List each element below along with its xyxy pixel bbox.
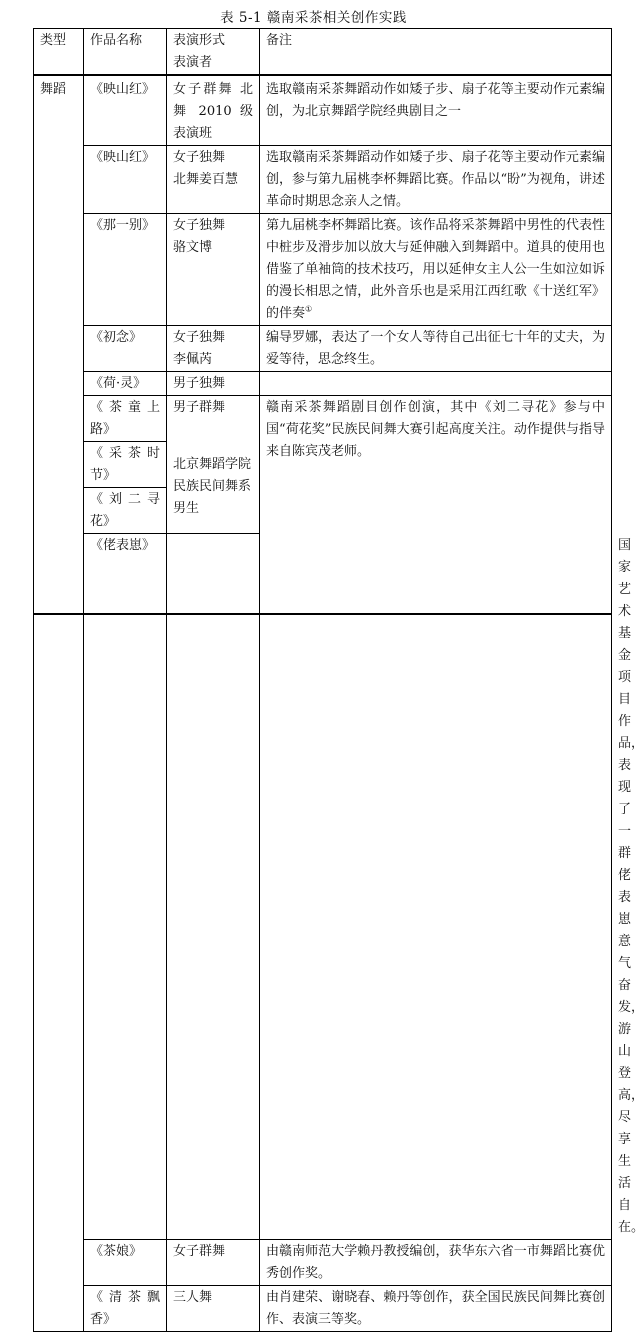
- notes-cell: 选取赣南采茶舞蹈动作如矮子步、扇子花等主要动作元素编创，为北京舞蹈学院经典剧目之一: [260, 75, 612, 146]
- work-name: 《清茶飘香》: [84, 1286, 167, 1332]
- table-row: [34, 1240, 612, 1286]
- performer-name: 骆文博: [173, 240, 213, 255]
- table-row: [34, 1286, 612, 1332]
- work-name: 《那一别》: [84, 214, 167, 326]
- table-row: [34, 214, 612, 326]
- work-name: 《茶童上路》: [84, 396, 167, 442]
- header-performer-name: 表演者: [173, 55, 213, 70]
- table-row: 《佬表崽》 国家艺术基金项目作品，表现了一群佬表崽意气奋发，游山登高，尽享生活自在。: [34, 534, 612, 1240]
- table-row: [34, 326, 612, 372]
- header-row: [34, 29, 612, 76]
- performer-cell: [167, 396, 260, 534]
- table-bottom-rule: [33, 613, 611, 615]
- table-title: 表 5-1 赣南采茶相关创作实践: [220, 10, 407, 26]
- work-name: 《刘二寻花》: [84, 488, 167, 534]
- notes-text: 第九届桃李杯舞蹈比赛。该作品将采茶舞蹈中男性的代表性中桩步及滑步加以放大与延伸融入到舞蹈中。道具的使用也借鉴了单袖筒的技术技巧，用以延伸女主人公一生如泣如诉的漫长相思之情，此外音乐也是采用江西红歌《十送红军》的伴奏: [266, 218, 605, 321]
- performer-cell: [167, 534, 260, 1240]
- notes-cell: 选取赣南采茶舞蹈动作如矮子步、扇子花等主要动作元素编创，参与第九届桃李杯舞蹈比赛。作品以“盼”为视角，讲述革命时期思念亲人之情。: [260, 146, 612, 214]
- work-name: 《映山红》: [84, 146, 167, 214]
- performer-name: 北舞姜百慧: [173, 172, 239, 187]
- performer-cell: [167, 146, 260, 214]
- performer-cell: 三人舞: [167, 1286, 260, 1332]
- category-cell: 舞蹈: [34, 75, 84, 1332]
- work-name: 《荷·灵》: [84, 372, 167, 396]
- performer-cell: 女子群舞 北舞 2010 级表演班: [167, 75, 260, 146]
- performer-name: 北京舞蹈学院民族民间舞系男生: [173, 457, 252, 516]
- header-performance-form: 表演形式: [173, 33, 226, 48]
- performer-cell: 男子独舞: [167, 372, 260, 396]
- work-name: 《采茶时节》: [84, 442, 167, 488]
- performance-form: 女子独舞: [173, 218, 226, 233]
- work-name: 《佬表崽》: [84, 534, 167, 1240]
- notes-cell: 由赣南师范大学赖丹教授编创，获华东六省一市舞蹈比赛优秀创作奖。: [260, 1240, 612, 1286]
- work-name: 《茶娘》: [84, 1240, 167, 1286]
- header-work-name: 作品名称: [84, 29, 167, 76]
- header-performer: [167, 29, 260, 76]
- work-name: 《映山红》: [84, 75, 167, 146]
- table-row: [34, 372, 612, 396]
- table-row: [34, 146, 612, 214]
- header-notes: 备注: [260, 29, 612, 76]
- performance-form: 男子群舞: [173, 400, 226, 415]
- notes-cell: [260, 372, 612, 396]
- notes-cell: 编导罗娜，表达了一个女人等待自己出征七十年的丈夫，为爱等待，思念终生。: [260, 326, 612, 372]
- table-row: [34, 75, 612, 146]
- table-row: [34, 396, 612, 442]
- performance-form: 女子独舞: [173, 330, 226, 345]
- notes-cell: [260, 214, 612, 326]
- performer-cell: [167, 326, 260, 372]
- performer-cell: [167, 214, 260, 326]
- notes-cell: 由肖建荣、谢晓春、赖丹等创作，获全国民族民间舞比赛创作、表演三等奖。: [260, 1286, 612, 1332]
- performance-form: 女子独舞: [173, 150, 226, 165]
- footnote-marker: ①: [305, 304, 313, 314]
- performer-name: 李佩芮: [173, 352, 213, 367]
- work-name: 《初念》: [84, 326, 167, 372]
- creative-practice-table: [33, 28, 644, 1332]
- performer-cell: 女子群舞: [167, 1240, 260, 1286]
- header-type: 类型: [34, 29, 84, 76]
- notes-cell: 赣南采茶舞蹈剧目创作创演，其中《刘二寻花》参与中国“荷花奖”民族民间舞大赛引起高度关注。动作提供与指导来自陈宾茂老师。: [260, 396, 612, 1240]
